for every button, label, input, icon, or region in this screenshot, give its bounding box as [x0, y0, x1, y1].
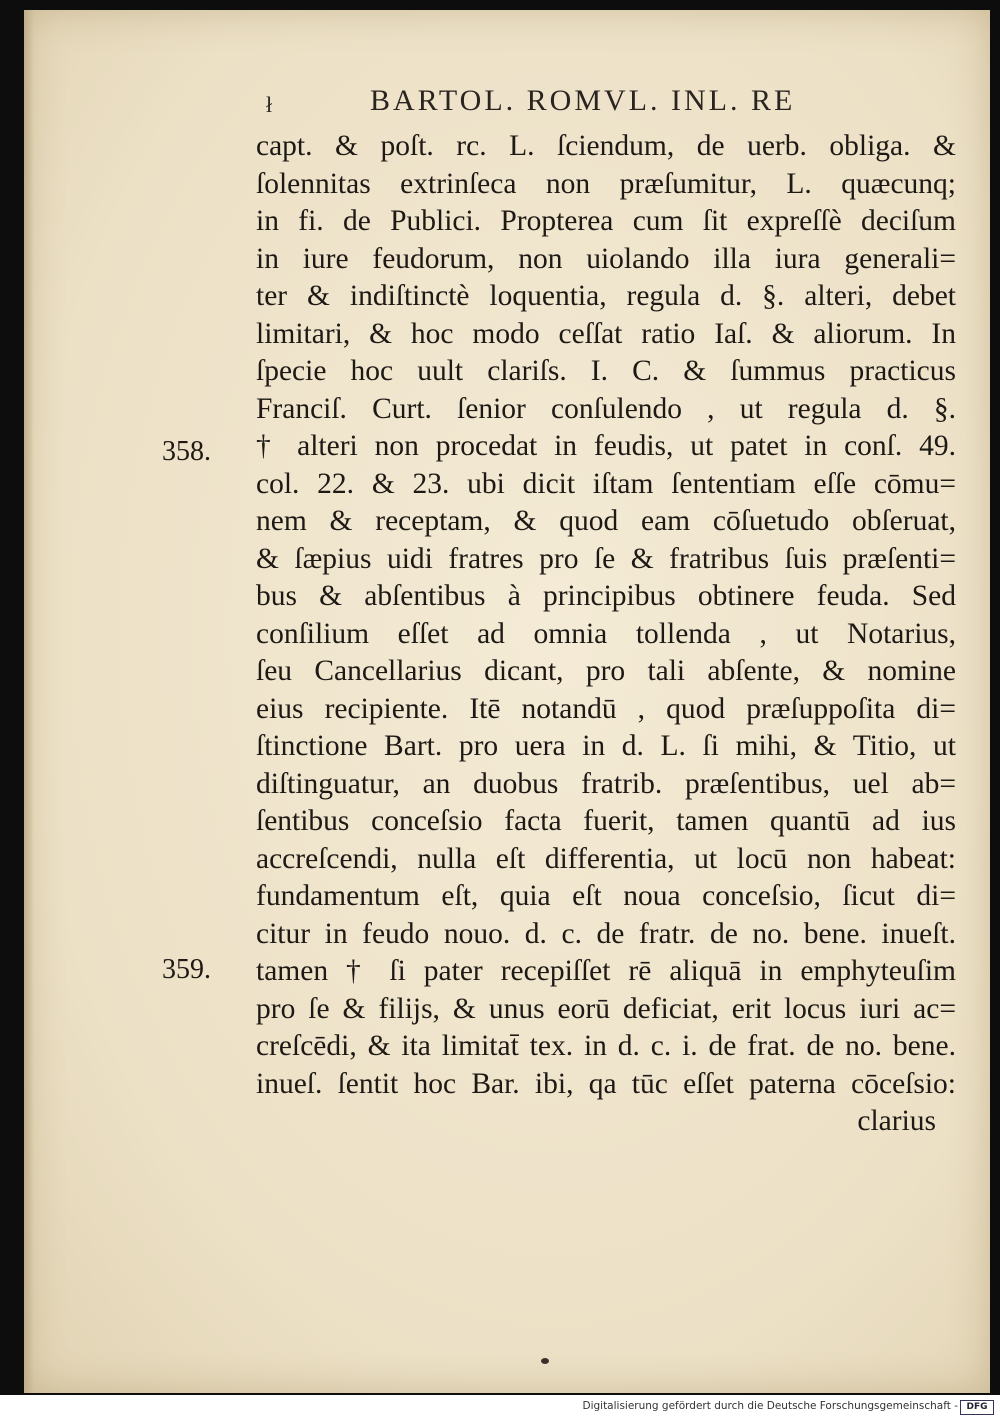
text-line: ſeu Cancellarius dicant, pro tali abſente, & nomine — [256, 655, 956, 687]
text-line: nem & receptam, & quod eam cōſuetudo obſeruat, — [256, 505, 956, 537]
text-line: col. 22. & 23. ubi dicit iſtam ſententiam eſſe cōmu= — [256, 467, 956, 500]
text-line: ſentibus conceſsio facta fuerit, tamen quantū ad ius — [256, 805, 956, 837]
text-line: ſolennitas extrinſeca non præſumitur, L. quæcunq; — [256, 167, 956, 200]
margin-number-358: 358. — [162, 436, 211, 467]
text-line: accreſcendi, nulla eſt differentia, ut locū non habeat: — [256, 842, 956, 875]
dfg-logo-icon: DFG — [960, 1400, 994, 1415]
text-line: pro ſe & filijs, & unus eorū deficiat, erit locus iuri ac= — [256, 992, 956, 1025]
body-text — [256, 128, 956, 1141]
text-line: eius recipiente. Itē notandū , quod præſuppoſita di= — [256, 692, 956, 725]
page-speck — [541, 1358, 549, 1364]
margin-number-359: 359. — [162, 954, 211, 985]
text-line: ſpecie hoc uult clariſs. I. C. & ſummus practicus — [256, 355, 956, 387]
text-line: fundamentum eſt, quia eſt noua conceſsio, ſicut di= — [256, 880, 956, 912]
text-line: capt. & poſt. rc. L. ſciendum, de uerb. obliga. & — [256, 130, 956, 162]
footer-credit: Digitalisierung gefördert durch die Deutsche Forschungsgemeinschaft - — [582, 1400, 958, 1412]
text-line: bus & abſentibus à principibus obtinere feuda. Sed — [256, 580, 956, 612]
head-mark: ł — [266, 92, 273, 117]
text-line: Franciſ. Curt. ſenior conſulendo , ut regula d. §. — [256, 392, 956, 425]
text-line: conſilium eſſet ad omnia tollenda , ut Notarius, — [256, 617, 956, 650]
catchword: clarius — [857, 1105, 936, 1137]
running-head: BARTOL. ROMVL. INL. RE — [370, 84, 796, 117]
text-line: & ſæpius uidi fratres pro ſe & fratribus ſuis præſenti= — [256, 542, 956, 575]
text-line: inueſ. ſentit hoc Bar. ibi, qa tūc eſſet paterna cōceſsio: — [256, 1067, 956, 1100]
text-line: diſtinguatur, an duobus fratrib. præſentibus, uel ab= — [256, 767, 956, 800]
text-line: in fi. de Publici. Propterea cum ſit expreſſè deciſum — [256, 205, 956, 237]
text-line: limitari, & hoc modo ceſſat ratio Iaſ. & aliorum. In — [256, 317, 956, 350]
page-gutter-shadow — [24, 10, 34, 1393]
text-line: creſcēdi, & ita limitat̄ tex. in d. c. i. de frat. de no. bene. — [256, 1030, 956, 1062]
text-line: ter & indiſtinctè loquentia, regula d. §. alteri, debet — [256, 280, 956, 312]
text-line: ſtinctione Bart. pro uera in d. L. ſi mihi, & Titio, ut — [256, 730, 956, 762]
text-line: in iure feudorum, non uiolando illa iura generali= — [256, 242, 956, 275]
text-line: citur in feudo nouo. d. c. de fratr. de no. bene. inueſt. — [256, 917, 956, 950]
text-line: tamen † ſi pater recepiſſet rē aliquā in emphyteuſim — [256, 955, 956, 987]
text-line: † alteri non procedat in feudis, ut patet in conſ. 49. — [256, 430, 956, 462]
